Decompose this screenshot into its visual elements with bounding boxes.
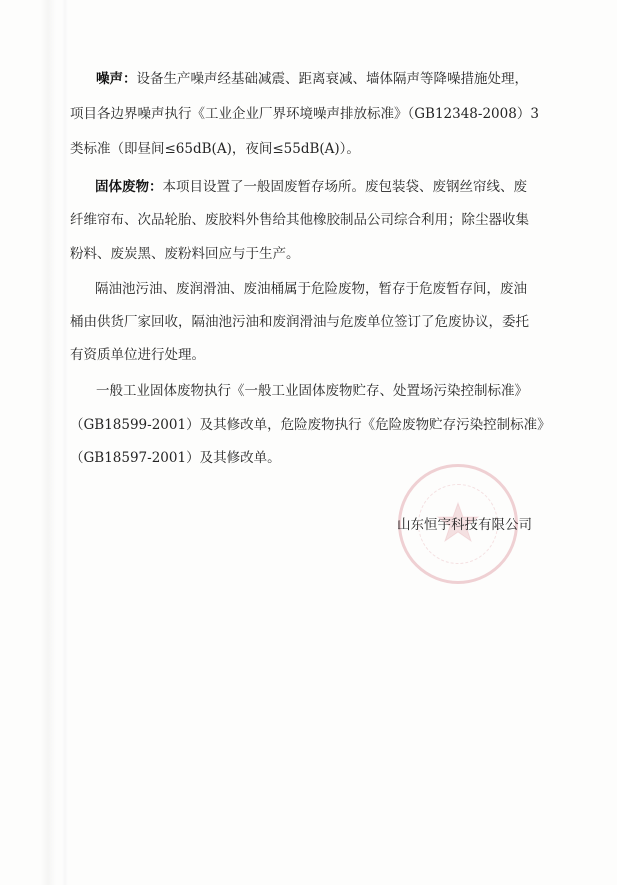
hazard-paragraph-line-2: 桶由供货厂家回收，隔油池污油和废润滑油与危废单位签订了危废协议，委托 — [70, 314, 529, 330]
scan-shadow-secondary — [62, 0, 68, 885]
solid-waste-label: 固体废物： — [95, 179, 163, 195]
scan-shadow — [40, 0, 56, 885]
solid-waste-paragraph-line-2: 纤维帘布、次品轮胎、废胶料外售给其他橡胶制品公司综合利用；除尘器收集 — [70, 212, 529, 228]
standard-paragraph-line-1: 一般工业固体废物执行《一般工业固体废物贮存、处置场污染控制标准》 — [96, 383, 528, 399]
solid-waste-text-1: 本项目设置了一般固废暂存场所。废包装袋、废钢丝帘线、废 — [162, 179, 527, 195]
solid-waste-paragraph-line-1 — [95, 178, 527, 196]
company-name: 山东恒宇科技有限公司 — [397, 517, 532, 533]
noise-paragraph-line-3: 类标准（即昼间≤65dB(A)，夜间≤55dB(A)）。 — [70, 141, 360, 157]
noise-paragraph-line-1 — [96, 70, 528, 88]
noise-text-1: 设备生产噪声经基础减震、距离衰减、墙体隔声等降噪措施处理， — [136, 71, 528, 87]
noise-paragraph-line-2: 项目各边界噪声执行《工业企业厂界环境噪声排放标准》（GB12348-2008）3 — [70, 106, 539, 122]
hazard-paragraph-line-3: 有资质单位进行处理。 — [70, 347, 205, 363]
standard-paragraph-line-3: （GB18597-2001）及其修改单。 — [70, 450, 281, 466]
hazard-paragraph-line-1: 隔油池污油、废润滑油、废油桶属于危险废物，暂存于危废暂存间，废油 — [95, 281, 527, 297]
noise-label: 噪声： — [96, 71, 137, 87]
standard-paragraph-line-2: （GB18599-2001）及其修改单，危险废物执行《危险废物贮存污染控制标准》 — [70, 417, 551, 433]
solid-waste-paragraph-line-3: 粉料、废炭黑、废粉料回应与于生产。 — [70, 246, 300, 262]
